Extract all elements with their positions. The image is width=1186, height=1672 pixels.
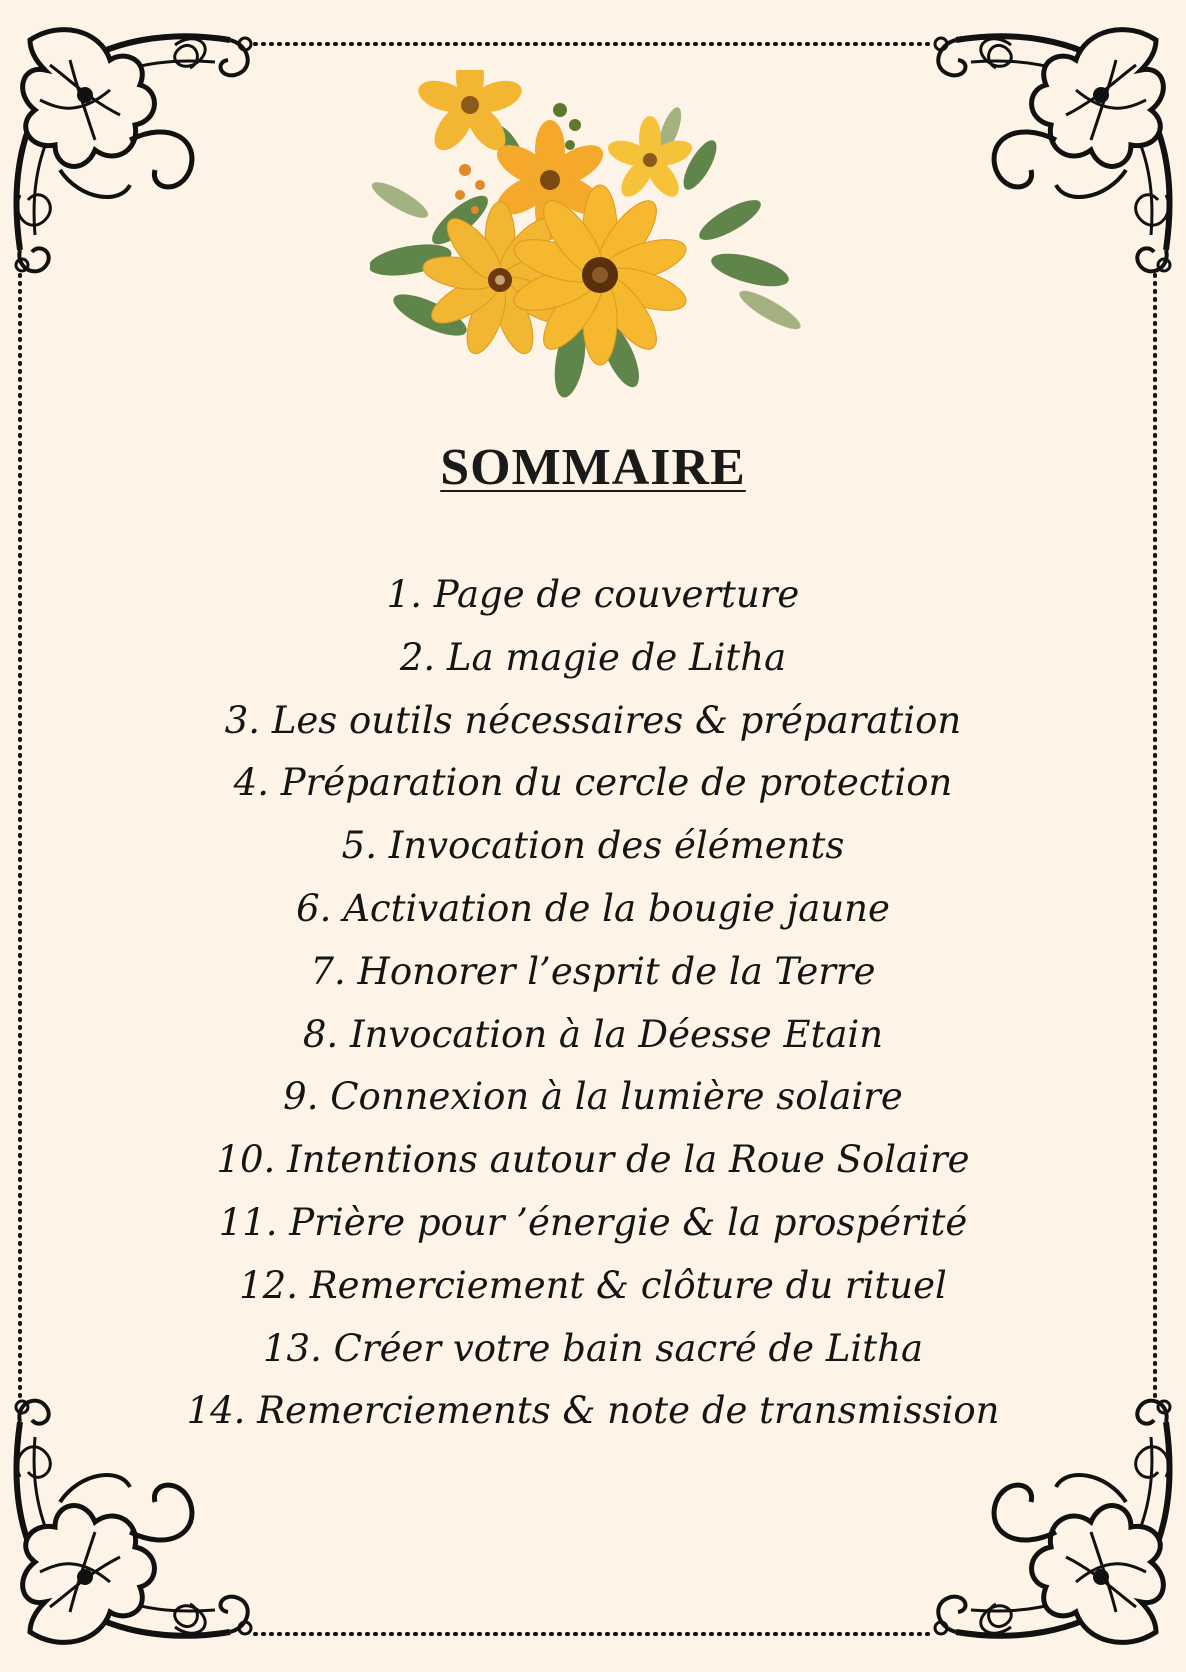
toc-item: 7. Honorer l’esprit de la Terre bbox=[310, 949, 876, 993]
flower-bouquet-illustration bbox=[370, 70, 810, 400]
toc-item: 4. Préparation du cercle de protection bbox=[233, 761, 953, 805]
page-title: SOMMAIRE bbox=[440, 439, 746, 496]
toc-item: 3. Les outils nécessaires & préparation bbox=[224, 698, 962, 742]
corner-ornament-top-left bbox=[16, 30, 251, 272]
toc-item: 8. Invocation à la Déesse Etain bbox=[302, 1012, 884, 1056]
corner-ornament-top-right bbox=[935, 30, 1170, 272]
toc-item: 14. Remerciements & note de transmission bbox=[186, 1389, 1000, 1433]
toc-item: 6. Activation de la bougie jaune bbox=[296, 886, 890, 930]
toc-item: 1. Page de couverture bbox=[386, 573, 800, 616]
toc-item: 13. Créer votre bain sacré de Litha bbox=[262, 1326, 924, 1370]
toc-item: 2. La magie de Litha bbox=[399, 635, 787, 679]
toc-item: 9. Connexion à la lumière solaire bbox=[283, 1075, 903, 1119]
toc-item: 11. Prière pour ’énergie & la prospérité bbox=[218, 1200, 968, 1244]
table-of-contents bbox=[0, 564, 1186, 1443]
toc-item: 10. Intentions autour de la Roue Solaire bbox=[216, 1138, 970, 1182]
toc-item: 5. Invocation des éléments bbox=[341, 824, 845, 868]
toc-item: 12. Remerciement & clôture du rituel bbox=[239, 1263, 947, 1307]
